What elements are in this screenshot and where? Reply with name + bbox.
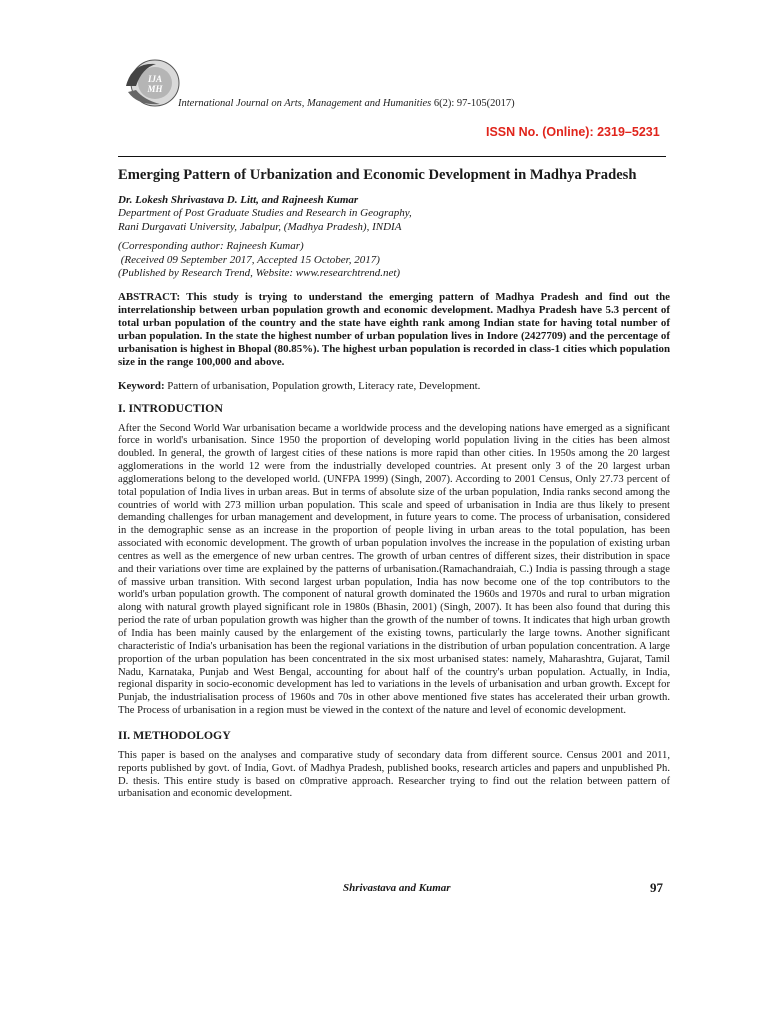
article-body (118, 166, 670, 801)
corresponding-author: (Corresponding author: Rajneesh Kumar) (118, 240, 304, 252)
publisher-info: (Published by Research Trend, Website: www.researchtrend.net) (118, 267, 401, 279)
journal-issue: 6(2): 97-105(2017) (431, 98, 515, 109)
footer-authors: Shrivastava and Kumar (343, 882, 451, 894)
received-dates: (Received 09 September 2017, Accepted 15 October, 2017) (118, 253, 380, 266)
abstract: ABSTRACT: This study is trying to understand the emerging pattern of Madhya Pradesh and find out the interrelationship between urban population growth and economic development. Madhya Pradesh have 5.3 percent of total urban population of the country and the state have eighth rank among Indian state for having total number of urban population. In the state the highest number of urban population lives in Indore (2427709) and the percentage of urbanisation is highest in Bhopal (80.85%). The highest urban population is recorded in class-1 cities which population size in the range 100,000 and above. (118, 290, 670, 368)
journal-logo-icon (122, 56, 180, 110)
svg-text:IJA: IJA (147, 74, 163, 84)
affiliation-line-1: Department of Post Graduate Studies and Research in Geography, (118, 207, 412, 219)
article-authors: Dr. Lokesh Shrivastava D. Litt, and Rajneesh Kumar (118, 194, 359, 206)
article-notes (118, 240, 670, 281)
page-number: 97 (650, 880, 663, 895)
issn-number: ISSN No. (Online): 2319–5231 (486, 125, 660, 139)
keywords (118, 380, 670, 393)
keyword-label: Keyword: (118, 379, 165, 392)
section-heading-introduction: I. INTRODUCTION (118, 400, 223, 415)
keyword-list: Pattern of urbanisation, Population growth, Literacy rate, Development. (164, 379, 481, 392)
methodology-paragraph: This paper is based on the analyses and comparative study of secondary data from different source. Census 2001 and 2011, reports published by govt. of India, Govt. of Madhya Pradesh, published books, research articles and papers and unpublished Ph. D. thesis. This entire study is based on c0mprative approach. Researcher trying to find out the relation between pattern of urbanisation and economic development. (118, 749, 670, 800)
svg-text:MH: MH (147, 84, 163, 94)
section-heading-methodology: II. METHODOLOGY (118, 727, 231, 742)
journal-logo (122, 56, 180, 110)
journal-name: International Journal on Arts, Management and Humanities (178, 98, 432, 109)
journal-citation (178, 98, 515, 109)
affiliation-line-2: Rani Durgavati University, Jabalpur, (Madhya Pradesh), INDIA (118, 220, 402, 233)
header-divider (118, 156, 666, 157)
article-title: Emerging Pattern of Urbanization and Economic Development in Madhya Pradesh (118, 167, 637, 183)
introduction-paragraph: After the Second World War urbanisation became a worldwide process and the developing nations have emerged as a significant force in world's urbanisation. Since 1950 the proportion of developing world population living in the cities has been almost doubled. In general, the growth of largest cities of these nations is more rapid than other cities. In 1950s among the 20 largest agglomerations in the world 12 were from the industrially developed countries. At present only 3 of the 20 largest urban agglomerations belong to the developed world. (UNFPA 1999) (Singh, 2007). According to 2001 Census, Only 27.73 percent of total population of India lives in urban areas. But in terms of absolute size of the urban population, India ranks second among the countries of world with 273 million urban population. This scale and speed of urbanisation in India are thus likely to present demanding challenges for urban management and development, in future years to come. The process of urbanisation, considered in the demographic sense as an increase in the proportion of people living in urban areas to the total population, has been associated with economic development. The growth of urban population involves the increase in the population of existing urban centres as well as the emergence of new urban centres. The growth of urban centres of different sizes, their distribution in space and their variations over time are explained by the patterns of urbanisation.(Ramachandraiah, C.) India is passing through a stage of massive urban transition. With second largest urban population, India has now become one of the top contributors to the world's urban population growth. The component of natural growth dominated the 1960s and 1970s and rural to urban migration along with natural growth played significant role in 1980s (Bhasin, 2001) (Singh, 2007). It has been also found that during this period the rate of urban population growth was higher than the growth of the number of towns. It indicates that high urban growth of India has been mainly caused by the enlargement of the existing towns, particularly the large towns. Another significant characteristic of India's urbanisation has been the regional variations in the distribution of urban population concentration. A large proportion of the urban population has been concentrated in the six most urbanised states: namely, Maharashtra, Gujarat, Tamil Nadu, Karnataka, Punjab and West Bengal, accounting for about half of the country's urban population. Actually, in India, regional disparity in socio-economic development has led to variations in the levels of urbanisation and urban growth. Except for Punjab, the industrialisation process of 1960s and 70s in other above mentioned five states has accelerated their urban growth. The Process of urbanisation in a region must be viewed in the context of the nature and level of economic development. (118, 422, 670, 717)
